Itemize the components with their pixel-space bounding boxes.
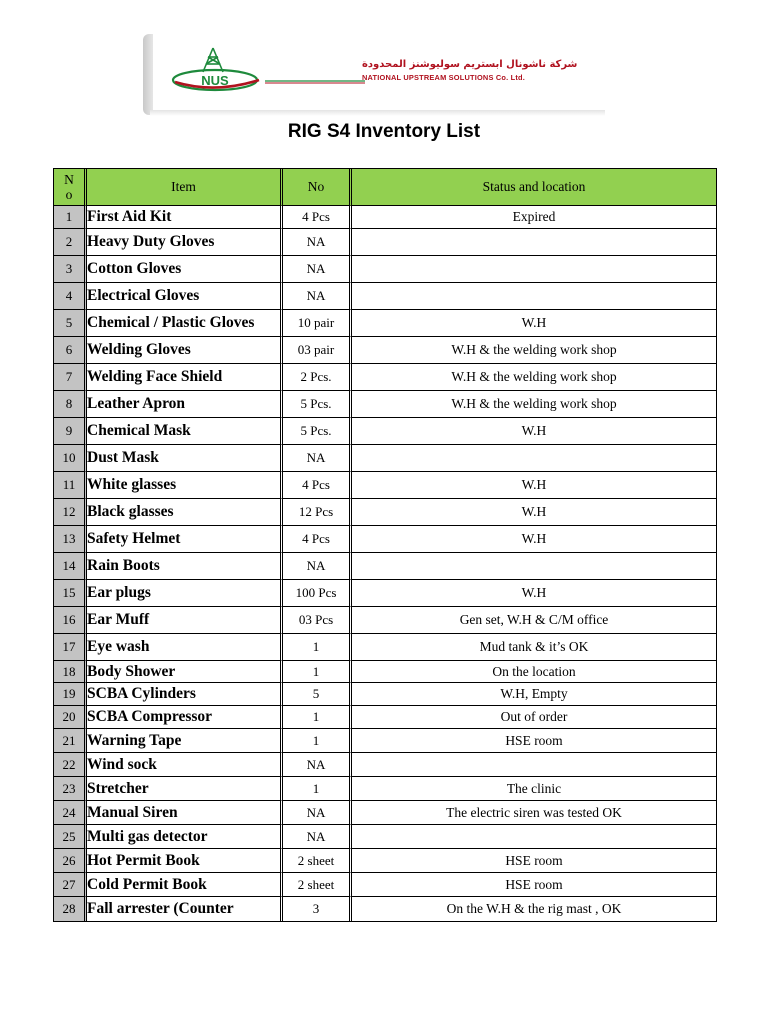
table-row (54, 661, 716, 683)
row-status: The electric siren was tested OK (352, 801, 716, 825)
row-index: 11 (54, 472, 87, 499)
header-quantity: No (283, 169, 352, 206)
table-row (54, 364, 716, 391)
row-status (352, 825, 716, 849)
row-item: Cold Permit Book (87, 873, 283, 897)
table-row (54, 256, 716, 283)
row-item: Leather Apron (87, 391, 283, 418)
row-index: 12 (54, 499, 87, 526)
logo-banner-shadow (150, 110, 605, 116)
table-row (54, 683, 716, 706)
company-name-arabic: شركة ناشونال ابستريم سوليوشنز المحدودة (362, 59, 578, 70)
row-quantity: NA (283, 553, 352, 580)
row-item: Eye wash (87, 634, 283, 661)
row-item: Dust Mask (87, 445, 283, 472)
row-quantity: 12 Pcs (283, 499, 352, 526)
table-row (54, 283, 716, 310)
row-status: Out of order (352, 706, 716, 729)
row-quantity: NA (283, 801, 352, 825)
row-status (352, 229, 716, 256)
row-status: Mud tank & it’s OK (352, 634, 716, 661)
logo-banner-edge (143, 34, 153, 115)
header-status: Status and location (352, 169, 716, 206)
row-status: Expired (352, 206, 716, 229)
row-item: Wind sock (87, 753, 283, 777)
table-row (54, 825, 716, 849)
row-index: 28 (54, 897, 87, 921)
row-quantity: 1 (283, 634, 352, 661)
row-item: Electrical Gloves (87, 283, 283, 310)
page-title: RIG S4 Inventory List (287, 121, 481, 142)
table-row (54, 849, 716, 873)
row-index: 15 (54, 580, 87, 607)
row-status (352, 445, 716, 472)
row-status: W.H & the welding work shop (352, 337, 716, 364)
row-index: 5 (54, 310, 87, 337)
row-index: 7 (54, 364, 87, 391)
row-item: Stretcher (87, 777, 283, 801)
table-row (54, 729, 716, 753)
row-index: 22 (54, 753, 87, 777)
row-quantity: 10 pair (283, 310, 352, 337)
row-status: W.H (352, 310, 716, 337)
row-status: Gen set, W.H & C/M office (352, 607, 716, 634)
table-header-row (54, 169, 716, 206)
row-quantity: 4 Pcs (283, 526, 352, 553)
row-quantity: NA (283, 445, 352, 472)
row-quantity: NA (283, 256, 352, 283)
row-quantity: 2 Pcs. (283, 364, 352, 391)
table-row (54, 418, 716, 445)
row-item: Multi gas detector (87, 825, 283, 849)
row-status: HSE room (352, 729, 716, 753)
row-status (352, 753, 716, 777)
row-quantity: 2 sheet (283, 873, 352, 897)
table-row (54, 445, 716, 472)
row-quantity: NA (283, 229, 352, 256)
row-status: W.H (352, 580, 716, 607)
row-status: The clinic (352, 777, 716, 801)
row-quantity: 4 Pcs (283, 206, 352, 229)
row-status: W.H (352, 472, 716, 499)
row-index: 19 (54, 683, 87, 706)
row-quantity: NA (283, 753, 352, 777)
row-item: Hot Permit Book (87, 849, 283, 873)
row-status: W.H (352, 499, 716, 526)
table-row (54, 472, 716, 499)
row-index: 25 (54, 825, 87, 849)
row-item: Ear Muff (87, 607, 283, 634)
row-quantity: 03 Pcs (283, 607, 352, 634)
row-status: W.H, Empty (352, 683, 716, 706)
row-item: Ear plugs (87, 580, 283, 607)
row-item: Safety Helmet (87, 526, 283, 553)
derrick-icon (203, 48, 223, 72)
row-item: Manual Siren (87, 801, 283, 825)
table-row (54, 801, 716, 825)
row-index: 10 (54, 445, 87, 472)
row-quantity: NA (283, 283, 352, 310)
row-quantity: 2 sheet (283, 849, 352, 873)
row-status: W.H & the welding work shop (352, 391, 716, 418)
row-status (352, 256, 716, 283)
row-status: W.H & the welding work shop (352, 364, 716, 391)
row-item: Black glasses (87, 499, 283, 526)
row-index: 18 (54, 661, 87, 683)
company-name-english: NATIONAL UPSTREAM SOLUTIONS Co. Ltd. (362, 73, 525, 82)
table-row (54, 777, 716, 801)
table-row (54, 337, 716, 364)
row-status: On the W.H & the rig mast , OK (446, 901, 622, 916)
header-item: Item (87, 169, 283, 206)
row-quantity: 5 Pcs. (283, 418, 352, 445)
row-status (352, 283, 716, 310)
row-item: Chemical / Plastic Gloves (87, 310, 283, 337)
row-index: 4 (54, 283, 87, 310)
row-item: White glasses (87, 472, 283, 499)
row-index: 16 (54, 607, 87, 634)
row-quantity: 1 (283, 661, 352, 683)
row-item: Warning Tape (87, 729, 283, 753)
table-row (54, 206, 716, 229)
header-index: N o (54, 169, 87, 206)
row-quantity: 5 Pcs. (283, 391, 352, 418)
table-row (54, 897, 716, 921)
row-quantity: 1 (283, 706, 352, 729)
row-status: On the location (352, 661, 716, 683)
table-row (54, 607, 716, 634)
table-row (54, 391, 716, 418)
row-quantity: 100 Pcs (283, 580, 352, 607)
row-item: Welding Gloves (87, 337, 283, 364)
table-row (54, 580, 716, 607)
row-item: Welding Face Shield (87, 364, 283, 391)
table-row (54, 706, 716, 729)
table-row (54, 753, 716, 777)
row-quantity: 5 (283, 683, 352, 706)
table-row (54, 634, 716, 661)
row-item: Cotton Gloves (87, 256, 283, 283)
row-quantity: 1 (283, 777, 352, 801)
row-quantity: NA (283, 825, 352, 849)
row-index: 24 (54, 801, 87, 825)
row-item: Body Shower (87, 661, 283, 683)
table-row (54, 526, 716, 553)
row-status: W.H (352, 418, 716, 445)
logo-mark: NUS (201, 73, 229, 88)
row-index: 2 (54, 229, 87, 256)
row-item: SCBA Cylinders (87, 683, 283, 706)
row-index: 9 (54, 418, 87, 445)
row-status (352, 553, 716, 580)
row-item: Rain Boots (87, 553, 283, 580)
row-item: SCBA Compressor (87, 706, 283, 729)
table-row (54, 873, 716, 897)
row-index: 8 (54, 391, 87, 418)
row-index: 21 (54, 729, 87, 753)
row-item: Fall arrester (Counter (87, 897, 283, 921)
row-quantity: 3 (283, 897, 352, 921)
row-index: 14 (54, 553, 87, 580)
row-index: 1 (54, 206, 87, 229)
table-row (54, 553, 716, 580)
company-logo (165, 44, 365, 94)
row-quantity: 4 Pcs (283, 472, 352, 499)
row-quantity: 1 (283, 729, 352, 753)
row-status: HSE room (352, 873, 716, 897)
row-index: 23 (54, 777, 87, 801)
row-item: Heavy Duty Gloves (87, 229, 283, 256)
row-index: 3 (54, 256, 87, 283)
row-index: 27 (54, 873, 87, 897)
row-item: First Aid Kit (87, 206, 283, 229)
row-index: 17 (54, 634, 87, 661)
row-quantity: 03 pair (283, 337, 352, 364)
row-status: W.H (352, 526, 716, 553)
row-status: HSE room (352, 849, 716, 873)
table-row (54, 229, 716, 256)
row-index: 26 (54, 849, 87, 873)
table-row (54, 499, 716, 526)
row-index: 20 (54, 706, 87, 729)
row-index: 6 (54, 337, 87, 364)
row-index: 13 (54, 526, 87, 553)
table-row (54, 310, 716, 337)
inventory-table (53, 168, 717, 922)
row-item: Chemical Mask (87, 418, 283, 445)
